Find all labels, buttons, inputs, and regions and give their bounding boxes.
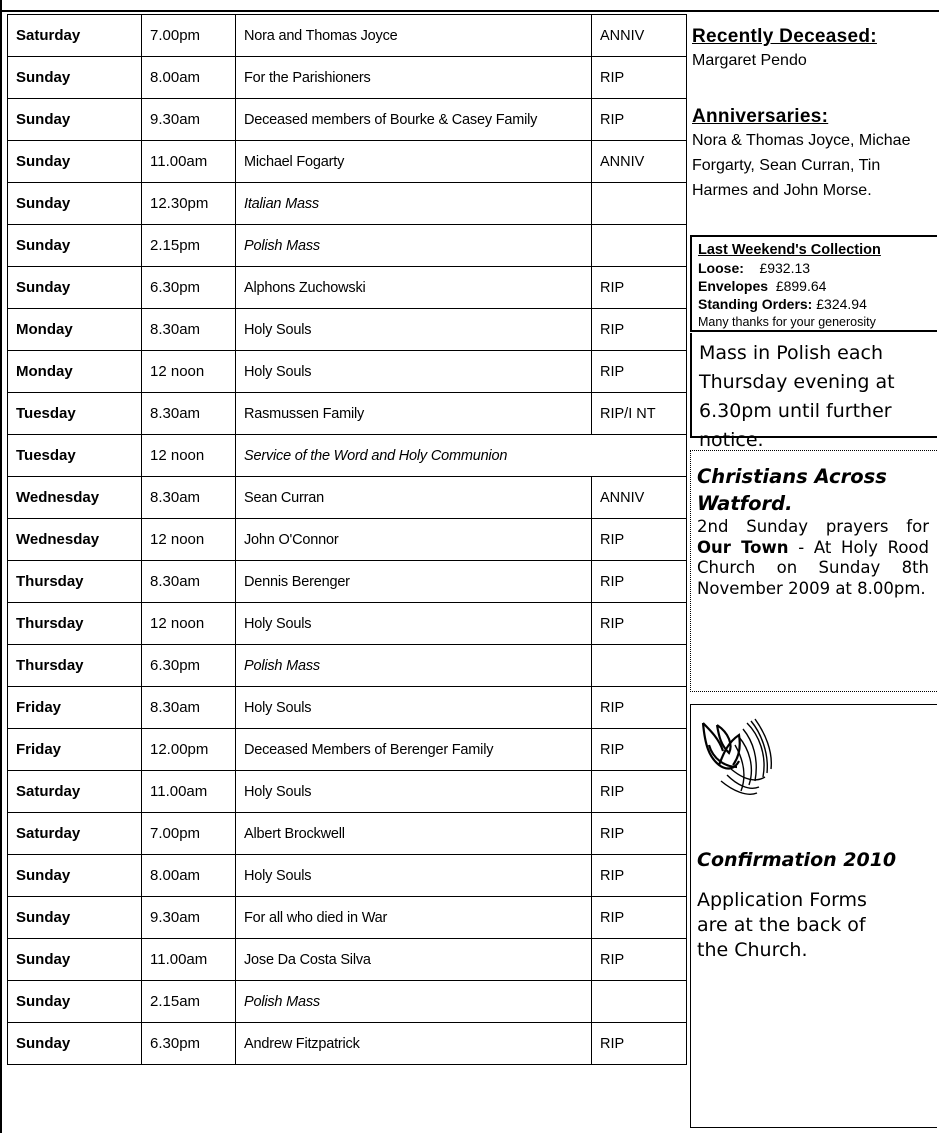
schedule-row: [8, 729, 687, 771]
schedule-time: 12.30pm: [142, 183, 236, 225]
schedule-intention: Deceased Members of Berenger Family: [236, 729, 592, 771]
anniversaries-section: [692, 106, 939, 203]
schedule-time: 12 noon: [142, 519, 236, 561]
schedule-row: [8, 393, 687, 435]
our-town-text: Our Town: [697, 537, 789, 557]
anniversaries-line-3: Harmes and John Morse.: [692, 182, 872, 199]
schedule-intention: Holy Souls: [236, 771, 592, 813]
schedule-intention: For all who died in War: [236, 897, 592, 939]
cat-title-line-1: Christians Across: [697, 465, 887, 488]
recently-deceased-heading: Recently Deceased:: [692, 26, 877, 47]
schedule-type: RIP: [592, 519, 687, 561]
schedule-day: Sunday: [8, 1023, 142, 1065]
schedule-day: Sunday: [8, 225, 142, 267]
schedule-type: ANNIV: [592, 477, 687, 519]
schedule-day: Tuesday: [8, 393, 142, 435]
schedule-intention: Italian Mass: [236, 183, 592, 225]
schedule-day: Thursday: [8, 645, 142, 687]
schedule-row: [8, 141, 687, 183]
schedule-time: 6.30pm: [142, 1023, 236, 1065]
schedule-time: 8.00am: [142, 57, 236, 99]
schedule-type: ANNIV: [592, 141, 687, 183]
schedule-time: 8.30am: [142, 309, 236, 351]
schedule-intention: Holy Souls: [236, 603, 592, 645]
schedule-type: RIP: [592, 813, 687, 855]
polish-notice-line-2: Thursday evening at: [699, 371, 895, 393]
schedule-day: Saturday: [8, 771, 142, 813]
schedule-type: RIP: [592, 561, 687, 603]
anniversaries-heading: Anniversaries:: [692, 106, 829, 127]
confirmation-body: [697, 888, 937, 963]
schedule-row: [8, 351, 687, 393]
schedule-day: Saturday: [8, 15, 142, 57]
schedule-time: 8.30am: [142, 477, 236, 519]
schedule-day: Friday: [8, 687, 142, 729]
schedule-type: RIP: [592, 897, 687, 939]
schedule-time: 7.00pm: [142, 813, 236, 855]
schedule-time: 8.00am: [142, 855, 236, 897]
confirmation-line-2: are at the back of: [697, 914, 866, 936]
schedule-time: 8.30am: [142, 687, 236, 729]
schedule-time: 12.00pm: [142, 729, 236, 771]
schedule-intention: Michael Fogarty: [236, 141, 592, 183]
cat-body: 2nd Sunday prayers for Our Town - At Holy Rood Church on Sunday 8th November 2009 at 8.00pm.: [697, 517, 930, 598]
schedule-intention: Polish Mass: [236, 981, 592, 1023]
recently-deceased-names: Margaret Pendo: [692, 52, 807, 69]
schedule-intention: Albert Brockwell: [236, 813, 592, 855]
schedule-row: [8, 981, 687, 1023]
standing-orders-value: £324.94: [816, 296, 867, 312]
schedule-day: Thursday: [8, 603, 142, 645]
schedule-day: Sunday: [8, 981, 142, 1023]
schedule-type: RIP: [592, 939, 687, 981]
polish-notice-line-4: notice.: [699, 429, 764, 451]
schedule-row: [8, 939, 687, 981]
schedule-time: 6.30pm: [142, 645, 236, 687]
schedule-time: 11.00am: [142, 141, 236, 183]
schedule-day: Thursday: [8, 561, 142, 603]
schedule-day: Sunday: [8, 99, 142, 141]
schedule-day: Wednesday: [8, 519, 142, 561]
schedule-type: RIP: [592, 771, 687, 813]
schedule-type: [592, 225, 687, 267]
schedule-type: [592, 183, 687, 225]
schedule-time: 8.30am: [142, 393, 236, 435]
schedule-type: RIP: [592, 99, 687, 141]
schedule-row: [8, 183, 687, 225]
envelopes-value: £899.64: [775, 278, 827, 294]
confirmation-box: [690, 704, 937, 1128]
schedule-row: [8, 267, 687, 309]
recently-deceased-section: [692, 26, 939, 73]
schedule-day: Sunday: [8, 183, 142, 225]
schedule-intention: Holy Souls: [236, 309, 592, 351]
schedule-type: RIP: [592, 57, 687, 99]
loose-value: £932.13: [759, 260, 811, 276]
schedule-row: [8, 435, 687, 477]
schedule-intention: Nora and Thomas Joyce: [236, 15, 592, 57]
schedule-type: RIP/I NT: [592, 393, 687, 435]
schedule-intention: Dennis Berenger: [236, 561, 592, 603]
schedule-intention: Holy Souls: [236, 855, 592, 897]
schedule-type: RIP: [592, 309, 687, 351]
loose-label: Loose:: [698, 260, 744, 276]
schedule-type: [592, 645, 687, 687]
schedule-time: 7.00pm: [142, 15, 236, 57]
collection-thanks: Many thanks for your generosity: [698, 315, 876, 329]
schedule-type: RIP: [592, 729, 687, 771]
schedule-row: [8, 603, 687, 645]
schedule-type: [592, 981, 687, 1023]
schedule-row: [8, 15, 687, 57]
confirmation-line-3: the Church.: [697, 939, 808, 961]
schedule-day: Sunday: [8, 57, 142, 99]
schedule-time: 8.30am: [142, 561, 236, 603]
confirmation-flame-logo-icon: [697, 715, 777, 801]
schedule-row: [8, 99, 687, 141]
anniversaries-line-1: Nora & Thomas Joyce, Michae: [692, 132, 911, 149]
top-border: [0, 0, 939, 12]
schedule-time: 12 noon: [142, 351, 236, 393]
schedule-intention: Holy Souls: [236, 687, 592, 729]
schedule-intention: Sean Curran: [236, 477, 592, 519]
schedule-intention: Jose Da Costa Silva: [236, 939, 592, 981]
cat-title-line-2: Watford.: [697, 492, 793, 515]
christians-across-watford-box: [690, 450, 937, 692]
collection-heading: Last Weekend's Collection: [698, 242, 881, 258]
mass-schedule-table: [7, 14, 687, 1065]
polish-notice-line-3: 6.30pm until further: [699, 400, 892, 422]
schedule-time: 2.15pm: [142, 225, 236, 267]
schedule-time: 2.15am: [142, 981, 236, 1023]
confirmation-line-1: Application Forms: [697, 889, 867, 911]
schedule-intention: For the Parishioners: [236, 57, 592, 99]
schedule-type: RIP: [592, 267, 687, 309]
schedule-time: 12 noon: [142, 435, 236, 477]
schedule-day: Sunday: [8, 141, 142, 183]
schedule-day: Sunday: [8, 855, 142, 897]
left-border: [0, 0, 2, 1133]
schedule-time: 11.00am: [142, 771, 236, 813]
schedule-day: Friday: [8, 729, 142, 771]
schedule-row: [8, 1023, 687, 1065]
schedule-type: RIP: [592, 1023, 687, 1065]
envelopes-label: Envelopes: [698, 278, 769, 294]
schedule-row: [8, 561, 687, 603]
schedule-type: RIP: [592, 855, 687, 897]
confirmation-title: Confirmation 2010: [697, 849, 897, 871]
schedule-time: 9.30am: [142, 897, 236, 939]
schedule-time: 6.30pm: [142, 267, 236, 309]
standing-orders-label: Standing Orders:: [698, 296, 813, 312]
collection-box: [690, 235, 937, 332]
schedule-intention: Service of the Word and Holy Communion: [236, 435, 687, 477]
schedule-day: Monday: [8, 309, 142, 351]
schedule-intention: Rasmussen Family: [236, 393, 592, 435]
anniversaries-line-2: Forgarty, Sean Curran, Tin: [692, 157, 881, 174]
schedule-intention: Alphons Zuchowski: [236, 267, 592, 309]
schedule-day: Wednesday: [8, 477, 142, 519]
schedule-intention: Polish Mass: [236, 645, 592, 687]
schedule-row: [8, 57, 687, 99]
schedule-row: [8, 309, 687, 351]
schedule-time: 11.00am: [142, 939, 236, 981]
schedule-day: Saturday: [8, 813, 142, 855]
schedule-day: Sunday: [8, 939, 142, 981]
schedule-row: [8, 897, 687, 939]
schedule-day: Sunday: [8, 897, 142, 939]
schedule-intention: Polish Mass: [236, 225, 592, 267]
schedule-row: [8, 813, 687, 855]
schedule-row: [8, 645, 687, 687]
schedule-day: Sunday: [8, 267, 142, 309]
schedule-type: RIP: [592, 603, 687, 645]
schedule-intention: Deceased members of Bourke & Casey Family: [236, 99, 592, 141]
schedule-intention: Andrew Fitzpatrick: [236, 1023, 592, 1065]
schedule-row: [8, 771, 687, 813]
polish-mass-notice: [690, 333, 937, 451]
schedule-row: [8, 225, 687, 267]
schedule-row: [8, 687, 687, 729]
schedule-time: 12 noon: [142, 603, 236, 645]
schedule-row: [8, 519, 687, 561]
schedule-type: ANNIV: [592, 15, 687, 57]
schedule-intention: Holy Souls: [236, 351, 592, 393]
schedule-row: [8, 855, 687, 897]
schedule-type: RIP: [592, 687, 687, 729]
schedule-time: 9.30am: [142, 99, 236, 141]
schedule-row: [8, 477, 687, 519]
schedule-day: Tuesday: [8, 435, 142, 477]
schedule-day: Monday: [8, 351, 142, 393]
schedule-type: RIP: [592, 351, 687, 393]
schedule-intention: John O'Connor: [236, 519, 592, 561]
polish-notice-line-1: Mass in Polish each: [699, 342, 883, 364]
